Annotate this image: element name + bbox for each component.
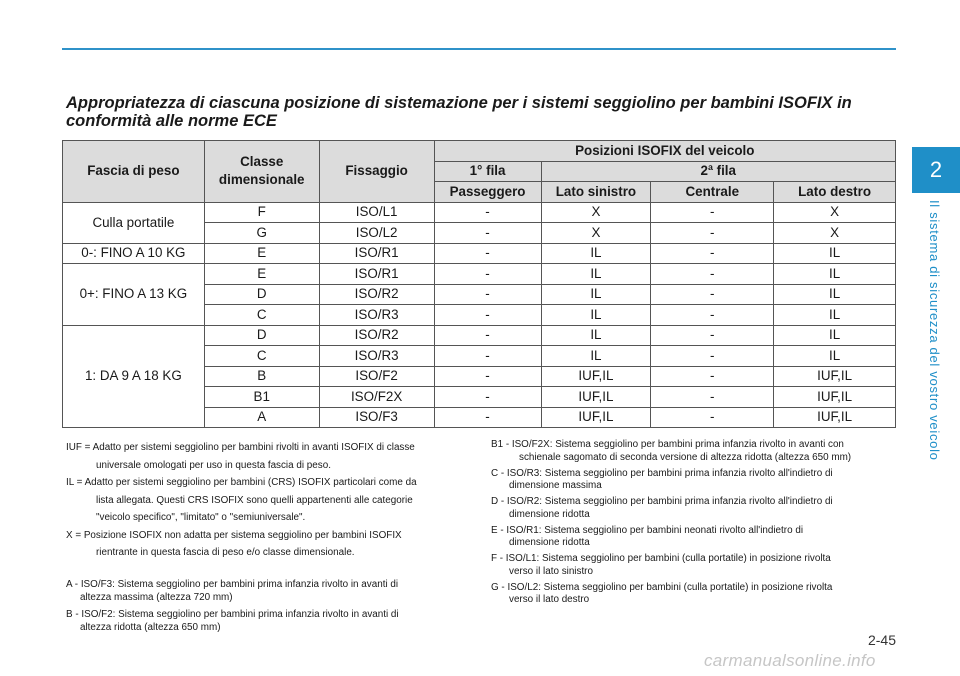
top-rule	[62, 48, 896, 50]
chapter-title: Il sistema di sicurezza del vostro veicolo	[927, 200, 942, 461]
page-number: 2-45	[867, 632, 896, 648]
size-class-cell: E	[204, 264, 319, 285]
fixture-cell: ISO/R3	[319, 305, 434, 326]
fixture-cell: ISO/F3	[319, 407, 434, 428]
header-row-1: 1° fila	[434, 161, 541, 182]
center-cell: -	[651, 346, 774, 367]
passenger-cell: -	[434, 284, 541, 305]
passenger-cell: -	[434, 223, 541, 244]
heading-line-2: conformità alle norme ECE	[66, 112, 277, 130]
table-body	[63, 202, 896, 428]
center-cell: -	[651, 387, 774, 408]
center-cell: -	[651, 407, 774, 428]
size-class-cell: C	[204, 305, 319, 326]
passenger-cell: -	[434, 264, 541, 285]
legend-class-e: E - ISO/R1: Sistema seggiolino per bambini neonati rivolto all'indietro di dimensione ridotta	[491, 524, 804, 549]
center-cell: -	[651, 305, 774, 326]
passenger-cell: -	[434, 387, 541, 408]
fixture-cell: ISO/R2	[319, 284, 434, 305]
table-row	[63, 202, 896, 223]
legend-class-b: B - ISO/F2: Sistema seggiolino per bambini prima infanzia rivolto in avanti di	[66, 608, 399, 620]
legend-class-g: G - ISO/L2: Sistema seggiolino per bambini (culla portatile) in posizione rivolta verso il lato destro	[491, 581, 833, 606]
header-center: Centrale	[651, 182, 774, 203]
legend-il-cont-1: lista allegata. Questi CRS ISOFIX sono quelli appartenenti alle categorie	[96, 494, 413, 506]
legend-iuf: IUF = Adatto per sistemi seggiolino per bambini rivolti in avanti ISOFIX di classe	[66, 442, 415, 453]
isofix-table	[62, 140, 896, 428]
center-cell: -	[651, 366, 774, 387]
center-cell: -	[651, 264, 774, 285]
left-side-cell: IUF,IL	[541, 387, 651, 408]
legend-il-cont-2: "veicolo specifico", "limitato" o "semiuniversale".	[96, 512, 306, 523]
fixture-cell: ISO/L2	[319, 223, 434, 244]
passenger-cell: -	[434, 366, 541, 387]
size-class-cell: G	[204, 223, 319, 244]
watermark: carmanualsonline.info	[704, 651, 876, 670]
header-size-class: Classe dimensionale	[204, 141, 319, 203]
weight-group-cell: 1: DA 9 A 18 KG	[63, 325, 205, 428]
right-side-cell: IL	[774, 325, 896, 346]
fixture-cell: ISO/R3	[319, 346, 434, 367]
right-side-cell: IL	[774, 305, 896, 326]
right-side-cell: X	[774, 202, 896, 223]
header-left-side: Lato sinistro	[541, 182, 651, 203]
size-class-cell: B	[204, 366, 319, 387]
size-class-cell: C	[204, 346, 319, 367]
section-heading	[66, 94, 906, 130]
legend-iuf-cont: universale omologati per uso in questa fascia di peso.	[96, 459, 331, 471]
header-positions: Posizioni ISOFIX del veicolo	[434, 141, 895, 162]
passenger-cell: -	[434, 346, 541, 367]
legend-class-b1: B1 - ISO/F2X: Sistema seggiolino per bambini prima infanzia rivolto in avanti con schienale sagomato di seconda versione di altezza ridotta (altezza 650 mm)	[491, 439, 852, 463]
weight-group-cell: 0-: FINO A 10 KG	[63, 243, 205, 264]
weight-group-cell: Culla portatile	[63, 202, 205, 243]
header-passenger: Passeggero	[434, 182, 541, 203]
center-cell: -	[651, 202, 774, 223]
legend-x-cont: rientrante in questa fascia di peso e/o classe dimensionale.	[96, 547, 355, 558]
right-side-cell: X	[774, 223, 896, 244]
right-side-cell: IUF,IL	[774, 407, 896, 428]
fixture-cell: ISO/R2	[319, 325, 434, 346]
header-weight-group: Fascia di peso	[63, 141, 205, 203]
table-row	[63, 264, 896, 285]
weight-group-cell: 0+: FINO A 13 KG	[63, 264, 205, 326]
size-class-cell: A	[204, 407, 319, 428]
legend-il: IL = Adatto per sistemi seggiolino per bambini (CRS) ISOFIX particolari come da	[66, 477, 417, 488]
right-side-cell: IUF,IL	[774, 366, 896, 387]
size-class-cell: E	[204, 243, 319, 264]
right-side-cell: IL	[774, 284, 896, 305]
fixture-cell: ISO/F2X	[319, 387, 434, 408]
table-row	[63, 243, 896, 264]
legend-class-a: A - ISO/F3: Sistema seggiolino per bambini prima infanzia rivolto in avanti di	[66, 578, 399, 590]
center-cell: -	[651, 325, 774, 346]
passenger-cell: -	[434, 243, 541, 264]
heading-line-1: Appropriatezza di ciascuna posizione di sistemazione per i sistemi seggiolino per bambini ISOFIX in	[66, 94, 852, 112]
left-side-cell: IL	[541, 243, 651, 264]
left-side-cell: X	[541, 223, 651, 244]
legend-class-c: C - ISO/R3: Sistema seggiolino per bambini prima infanzia rivolto all'indietro di dimensione massima	[491, 467, 833, 492]
legend-left	[66, 439, 470, 634]
right-side-cell: IUF,IL	[774, 387, 896, 408]
fixture-cell: ISO/R1	[319, 243, 434, 264]
fixture-cell: ISO/L1	[319, 202, 434, 223]
left-side-cell: IL	[541, 346, 651, 367]
size-class-cell: B1	[204, 387, 319, 408]
legend-class-a-cont: altezza massima (altezza 720 mm)	[80, 591, 233, 603]
left-side-cell: IUF,IL	[541, 407, 651, 428]
center-cell: -	[651, 284, 774, 305]
legend-class-d: D - ISO/R2: Sistema seggiolino per bambini prima infanzia rivolto all'indietro di dimensione ridotta	[491, 496, 833, 520]
passenger-cell: -	[434, 202, 541, 223]
legend-x: X = Posizione ISOFIX non adatta per sistema seggiolino per bambini ISOFIX	[66, 529, 402, 541]
passenger-cell: -	[434, 407, 541, 428]
legend-class-f: F - ISO/L1: Sistema seggiolino per bambini (culla portatile) in posizione rivolta verso il lato sinistro	[491, 553, 831, 577]
legend-right	[491, 439, 895, 610]
size-class-cell: D	[204, 284, 319, 305]
right-side-cell: IL	[774, 264, 896, 285]
header-right-side: Lato destro	[774, 182, 896, 203]
fixture-cell: ISO/R1	[319, 264, 434, 285]
legend-class-b-cont: altezza ridotta (altezza 650 mm)	[80, 621, 221, 633]
left-side-cell: IL	[541, 284, 651, 305]
fixture-cell: ISO/F2	[319, 366, 434, 387]
center-cell: -	[651, 223, 774, 244]
header-fixture: Fissaggio	[319, 141, 434, 203]
right-side-cell: IL	[774, 243, 896, 264]
size-class-cell: D	[204, 325, 319, 346]
header-row-2: 2ª fila	[541, 161, 896, 182]
left-side-cell: IL	[541, 325, 651, 346]
left-side-cell: X	[541, 202, 651, 223]
center-cell: -	[651, 243, 774, 264]
left-side-cell: IUF,IL	[541, 366, 651, 387]
left-side-cell: IL	[541, 305, 651, 326]
size-class-cell: F	[204, 202, 319, 223]
passenger-cell: -	[434, 305, 541, 326]
left-side-cell: IL	[541, 264, 651, 285]
table-row	[63, 325, 896, 346]
right-side-cell: IL	[774, 346, 896, 367]
chapter-number-tab: 2	[912, 147, 960, 193]
passenger-cell: -	[434, 325, 541, 346]
